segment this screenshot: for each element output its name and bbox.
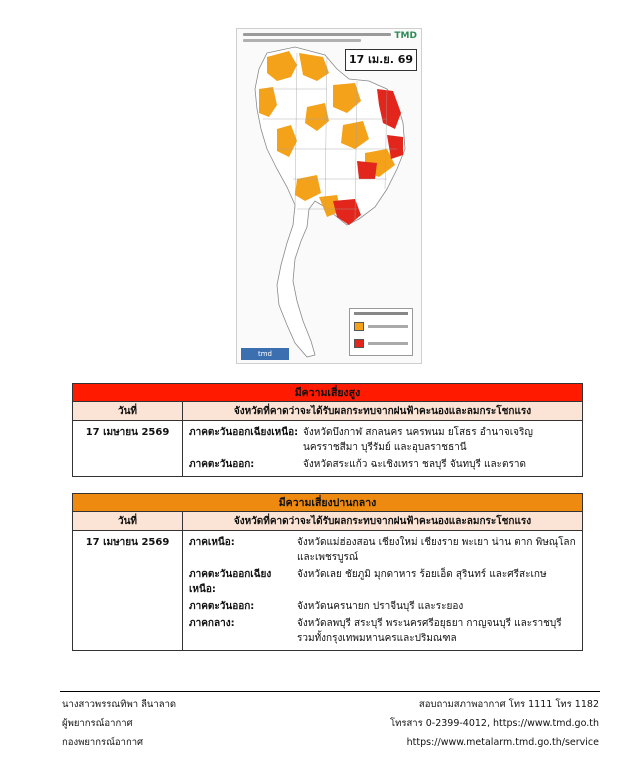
footer-divider xyxy=(60,691,600,692)
forecaster-division: กองพยากรณ์อากาศ xyxy=(62,737,144,748)
list-item xyxy=(189,567,576,597)
region-name: ภาคกลาง: xyxy=(189,618,235,629)
forecaster-name: นางสาวพรรณทิพา ลีนาลาด xyxy=(62,699,177,710)
region-name: ภาคตะวันออกเฉียงเหนือ: xyxy=(189,569,272,595)
map-date-label: 17 เม.ย. 69 xyxy=(345,49,417,71)
table-row xyxy=(73,531,583,651)
map-legend xyxy=(349,308,413,356)
legend-swatch-high xyxy=(354,339,364,348)
region-provinces: จังหวัดเลย ชัยภูมิ มุกดาหาร ร้อยเอ็ด สุรินทร์ และศรีสะเกษ xyxy=(297,569,547,580)
region-name: ภาคตะวันออก: xyxy=(189,459,255,470)
legend-swatch-medium xyxy=(354,322,364,331)
list-item xyxy=(189,616,576,646)
table-row xyxy=(73,421,583,477)
medium-risk-table xyxy=(72,493,583,651)
list-item xyxy=(189,457,576,472)
legend-row-medium xyxy=(354,322,410,332)
map-area-buriram xyxy=(357,161,377,179)
region-name: ภาคตะวันออก: xyxy=(189,601,255,612)
high-risk-detail-header: จังหวัดที่คาดว่าจะได้รับผลกระทบจากฝนฟ้าคะนองและลมกระโชกแรง xyxy=(183,402,583,421)
high-risk-table xyxy=(72,383,583,477)
region-provinces: จังหวัดลพบุรี สระบุรี พระนครศรีอยุธยา กาญจนบุรี และราชบุรี รวมทั้งกรุงเทพมหานครและปริมณฑล xyxy=(297,618,562,644)
contact-fax-link[interactable]: โทรสาร 0-2399-4012, https://www.tmd.go.th xyxy=(390,718,599,729)
tmd-badge-icon: tmd xyxy=(241,348,289,360)
region-name: ภาคเหนือ: xyxy=(189,537,235,548)
forecaster-role: ผู้พยากรณ์อากาศ xyxy=(62,718,133,729)
high-risk-title: มีความเสี่ยงสูง xyxy=(73,384,583,402)
list-item xyxy=(189,535,576,565)
region-name: ภาคตะวันออกเฉียงเหนือ: xyxy=(189,427,299,438)
region-provinces: จังหวัดสระแก้ว ฉะเชิงเทรา ชลบุรี จันทบุรี และตราด xyxy=(303,459,526,470)
region-provinces: จังหวัดนครนายก ปราจีนบุรี และระยอง xyxy=(297,601,464,612)
medium-risk-date-header: วันที่ xyxy=(73,512,183,531)
tmd-logo-icon: TMD xyxy=(394,31,417,41)
list-item xyxy=(189,425,576,455)
medium-risk-detail-header: จังหวัดที่คาดว่าจะได้รับผลกระทบจากฝนฟ้าคะนองและลมกระโชกแรง xyxy=(183,512,583,531)
region-provinces: จังหวัดแม่ฮ่องสอน เชียงใหม่ เชียงราย พะเยา น่าน ตาก พิษณุโลก และเพชรบูรณ์ xyxy=(297,537,576,563)
high-risk-date: 17 เมษายน 2569 xyxy=(73,421,183,477)
contact-service-link[interactable]: https://www.metalarm.tmd.go.th/service xyxy=(406,737,599,748)
medium-risk-date: 17 เมษายน 2569 xyxy=(73,531,183,651)
list-item xyxy=(189,599,576,614)
forecast-map xyxy=(236,28,422,364)
region-provinces: จังหวัดบึงกาฬ สกลนคร นครพนม ยโสธร อำนาจเจริญ นครราชสีมา บุรีรัมย์ และอุบลราชธานี xyxy=(303,427,533,453)
high-risk-date-header: วันที่ xyxy=(73,402,183,421)
contact-phone: สอบถามสภาพอากาศ โทร 1111 โทร 1182 xyxy=(418,699,599,710)
medium-risk-title: มีความเสี่ยงปานกลาง xyxy=(73,494,583,512)
legend-row-high xyxy=(354,339,410,349)
